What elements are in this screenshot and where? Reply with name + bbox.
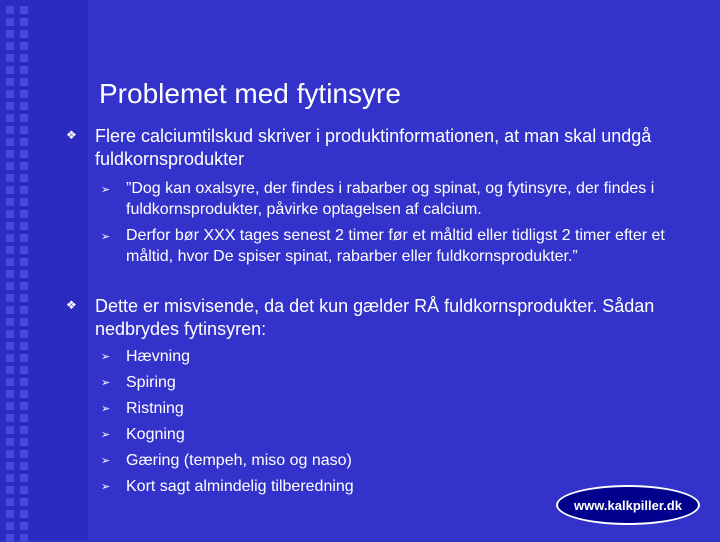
decorative-square: [20, 414, 28, 422]
website-logo-badge[interactable]: www.kalkpiller.dk: [556, 485, 700, 525]
decorative-square: [6, 246, 14, 254]
arrowhead-bullet-icon: ➢: [101, 377, 111, 389]
decorative-square: [6, 462, 14, 470]
slide-title: Problemet med fytinsyre: [99, 78, 401, 109]
bullet-1-sub-1: ”Dog kan oxalsyre, der findes i rabarber og spinat, og fytinsyre, der findes i fuldkornsprodukter, påvirke optagelsen af calcium.: [126, 180, 655, 218]
decorative-square: [6, 126, 14, 134]
decorative-square: [6, 66, 14, 74]
decorative-square: [20, 186, 28, 194]
decorative-square: [20, 330, 28, 338]
arrowhead-bullet-icon: ➢: [101, 184, 111, 196]
decorative-square: [6, 486, 14, 494]
decorative-square: [6, 426, 14, 434]
decorative-square: [20, 474, 28, 482]
decorative-square: [20, 270, 28, 278]
decorative-square: [20, 198, 28, 206]
decorative-square: [6, 234, 14, 242]
decorative-square: [6, 510, 14, 518]
arrowhead-bullet-icon: ➢: [101, 403, 111, 415]
decorative-square: [20, 438, 28, 446]
bullet-2-sub-3: Ristning: [126, 400, 184, 417]
decorative-square: [20, 78, 28, 86]
decorative-square: [20, 402, 28, 410]
decorative-square: [20, 18, 28, 26]
decorative-square: [6, 330, 14, 338]
decorative-square: [6, 198, 14, 206]
decorative-square: [6, 42, 14, 50]
decorative-square: [6, 270, 14, 278]
decorative-square: [6, 522, 14, 530]
decorative-square: [6, 318, 14, 326]
decorative-square: [20, 102, 28, 110]
decorative-square: [6, 174, 14, 182]
decorative-square: [6, 90, 14, 98]
decorative-square: [20, 246, 28, 254]
arrowhead-bullet-icon: ➢: [101, 429, 111, 441]
decorative-square: [20, 534, 28, 542]
decorative-square: [6, 114, 14, 122]
decorative-square: [6, 78, 14, 86]
decorative-square: [20, 174, 28, 182]
decorative-square: [6, 414, 14, 422]
arrowhead-bullet-icon: ➢: [101, 231, 111, 243]
decorative-square: [20, 138, 28, 146]
diamond-bullet-icon: ❖: [66, 298, 77, 312]
decorative-square: [20, 90, 28, 98]
bullet-2-text: Dette er misvisende, da det kun gælder RÅ fuldkornsprodukter. Sådan nedbrydes fytinsyren:: [95, 296, 655, 339]
decorative-square: [20, 258, 28, 266]
decorative-square: [6, 378, 14, 386]
decorative-square: [6, 438, 14, 446]
decorative-square: [6, 222, 14, 230]
decorative-square: [6, 294, 14, 302]
decorative-square: [6, 306, 14, 314]
decorative-square: [6, 30, 14, 38]
decorative-square: [6, 186, 14, 194]
diamond-bullet-icon: ❖: [66, 128, 77, 142]
bullet-2-sub-1: Hævning: [126, 348, 191, 365]
bullet-1-text: Flere calciumtilskud skriver i produktinformationen, at man skal undgå fuldkornsprodukter: [95, 126, 652, 169]
decorative-square: [6, 6, 14, 14]
decorative-square: [20, 6, 28, 14]
decorative-square: [20, 114, 28, 122]
bullet-2-sub-6: Kort sagt almindelig tilberedning: [126, 478, 354, 495]
decorative-square: [6, 258, 14, 266]
decorative-square: [20, 522, 28, 530]
decorative-square: [20, 66, 28, 74]
decorative-square: [20, 486, 28, 494]
decorative-square: [20, 306, 28, 314]
decorative-square: [6, 210, 14, 218]
decorative-square: [20, 234, 28, 242]
decorative-square: [6, 366, 14, 374]
decorative-square: [20, 354, 28, 362]
decorative-square: [6, 54, 14, 62]
decorative-square: [20, 162, 28, 170]
decorative-square: [6, 18, 14, 26]
decorative-square: [20, 282, 28, 290]
decorative-square: [20, 30, 28, 38]
decorative-square: [20, 426, 28, 434]
decorative-square: [6, 102, 14, 110]
bullet-2-sub-4: Kogning: [126, 426, 185, 443]
decorative-square: [20, 510, 28, 518]
decorative-square: [20, 150, 28, 158]
decorative-square: [20, 318, 28, 326]
decorative-square: [6, 138, 14, 146]
decorative-square: [6, 354, 14, 362]
decorative-square: [6, 474, 14, 482]
bullet-1-sub-2: Derfor bør XXX tages senest 2 timer før et måltid eller tidligst 2 timer efter et måltid, hvor De spiser spinat, rabarber eller fuldkornsprodukter.”: [126, 227, 665, 265]
bullet-2-sub-5: Gæring (tempeh, miso og naso): [126, 452, 352, 469]
decorative-square: [6, 282, 14, 290]
decorative-square: [20, 54, 28, 62]
decorative-square: [6, 150, 14, 158]
decorative-square: [20, 498, 28, 506]
decorative-square: [6, 402, 14, 410]
decorative-square: [6, 342, 14, 350]
decorative-square: [20, 222, 28, 230]
arrowhead-bullet-icon: ➢: [101, 455, 111, 467]
decorative-square: [6, 450, 14, 458]
decorative-square: [20, 390, 28, 398]
decorative-square: [20, 342, 28, 350]
decorative-square: [20, 462, 28, 470]
decorative-square: [6, 534, 14, 542]
decorative-square: [6, 162, 14, 170]
arrowhead-bullet-icon: ➢: [101, 351, 111, 363]
arrowhead-bullet-icon: ➢: [101, 481, 111, 493]
decorative-square: [20, 366, 28, 374]
decorative-square: [6, 498, 14, 506]
decorative-square: [6, 390, 14, 398]
decorative-square: [20, 42, 28, 50]
decorative-square: [20, 210, 28, 218]
bullet-2-sub-2: Spiring: [126, 374, 176, 391]
decorative-square: [20, 378, 28, 386]
decorative-square: [20, 126, 28, 134]
decorative-square: [20, 450, 28, 458]
decorative-square: [20, 294, 28, 302]
